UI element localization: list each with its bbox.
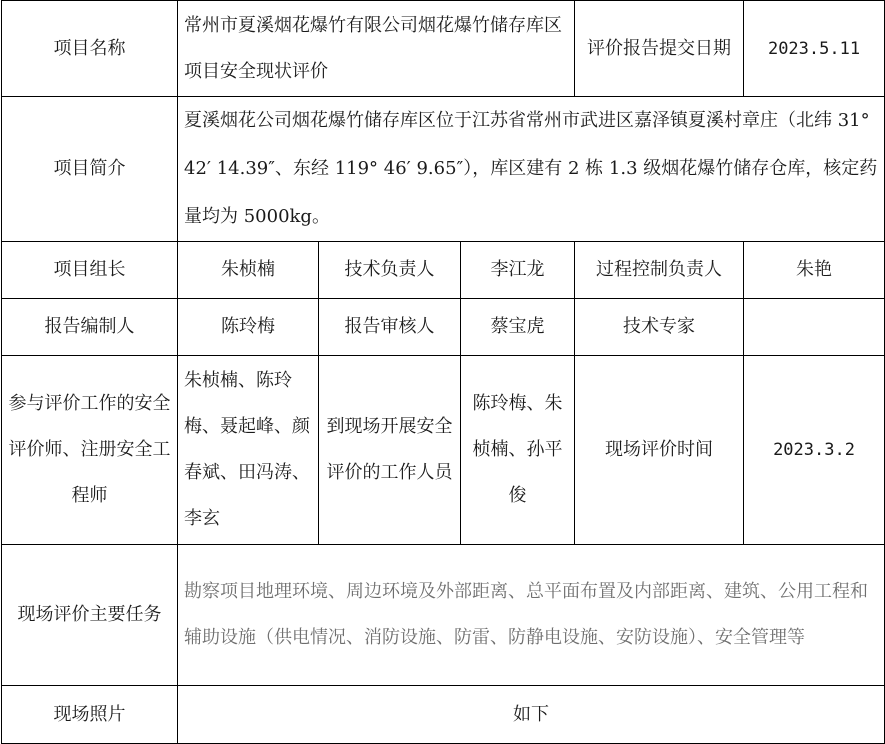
- project-name-label: 项目名称: [2, 1, 178, 97]
- expert-value: [744, 299, 885, 356]
- team-leader-label: 项目组长: [2, 242, 178, 299]
- report-date-label: 评价报告提交日期: [575, 1, 744, 97]
- row-team-leader: [2, 242, 885, 299]
- evaluators-names: 朱桢楠、陈玲梅、聂起峰、颜春斌、田冯涛、李玄: [178, 356, 319, 545]
- project-intro-text: 夏溪烟花公司烟花爆竹储存库区位于江苏省常州市武进区嘉泽镇夏溪村章庄（北纬 31° 42′ 14.39″、东经 119° 46′ 9.65″），库区建有 2 栋 1.3 级烟花爆竹储存仓库，核定药量均为 5000kg。: [178, 97, 885, 242]
- main-tasks-label: 现场评价主要任务: [2, 545, 178, 686]
- report-author-label: 报告编制人: [2, 299, 178, 356]
- row-project-name: [2, 1, 885, 97]
- process-control-value: 朱艳: [744, 242, 885, 299]
- onsite-time-value: 2023.3.2: [744, 356, 885, 545]
- photos-value: 如下: [178, 686, 885, 744]
- evaluators-label: 参与评价工作的安全评价师、注册安全工程师: [2, 356, 178, 545]
- reviewer-label: 报告审核人: [319, 299, 461, 356]
- tech-lead-value: 李江龙: [461, 242, 575, 299]
- project-name-value: 常州市夏溪烟花爆竹有限公司烟花爆竹储存库区项目安全现状评价: [178, 1, 575, 97]
- expert-label: 技术专家: [575, 299, 744, 356]
- row-main-tasks: [2, 545, 885, 686]
- row-report-author: [2, 299, 885, 356]
- row-evaluators: [2, 356, 885, 545]
- onsite-time-label: 现场评价时间: [575, 356, 744, 545]
- reviewer-value: 蔡宝虎: [461, 299, 575, 356]
- evaluation-info-table: [1, 0, 885, 744]
- team-leader-value: 朱桢楠: [178, 242, 319, 299]
- row-photos: [2, 686, 885, 744]
- report-date-value: 2023.5.11: [744, 1, 885, 97]
- photos-label: 现场照片: [2, 686, 178, 744]
- process-control-label: 过程控制负责人: [575, 242, 744, 299]
- tech-lead-label: 技术负责人: [319, 242, 461, 299]
- main-tasks-text: 勘察项目地理环境、周边环境及外部距离、总平面布置及内部距离、建筑、公用工程和辅助设施（供电情况、消防设施、防雷、防静电设施、安防设施）、安全管理等: [178, 545, 885, 686]
- row-project-intro: [2, 97, 885, 242]
- onsite-staff-label: 到现场开展安全评价的工作人员: [319, 356, 461, 545]
- onsite-staff-names: 陈玲梅、朱桢楠、孙平俊: [461, 356, 575, 545]
- project-intro-label: 项目简介: [2, 97, 178, 242]
- report-author-value: 陈玲梅: [178, 299, 319, 356]
